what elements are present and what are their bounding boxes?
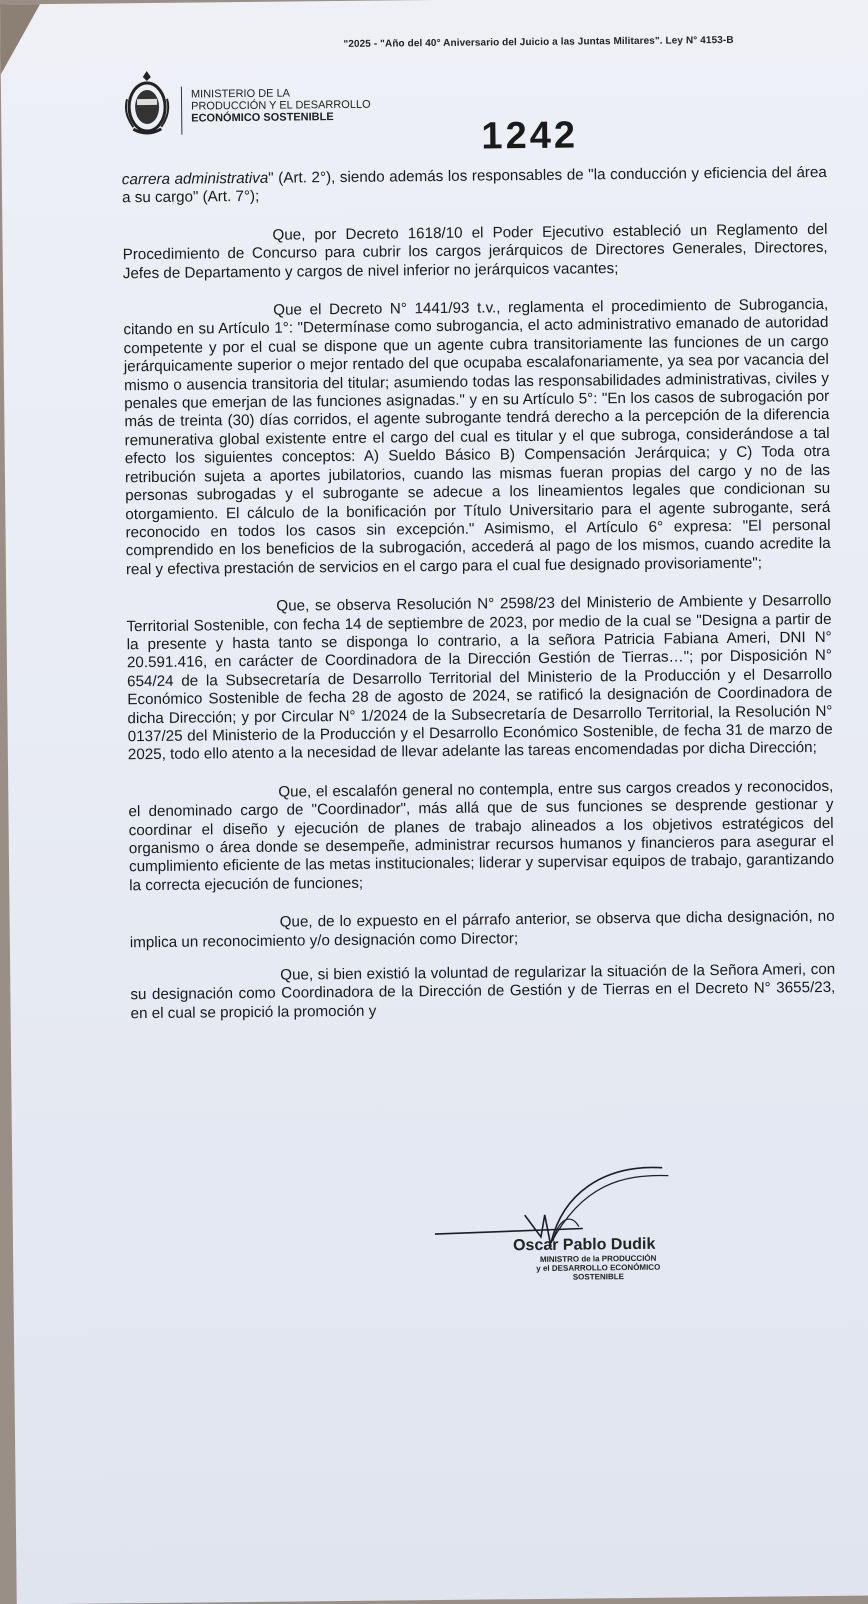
province-coat-of-arms-icon [123, 69, 172, 137]
ministry-name [191, 87, 371, 125]
ministry-line-1: MINISTERIO DE LA [190, 87, 291, 101]
signatory-title-line-2: y el DESARROLLO ECONÓMICO [536, 1262, 661, 1273]
signatory-title-line-1: MINISTRO de la PRODUCCIÓN [539, 1253, 657, 1264]
paragraph-1: Que, por Decreto 1618/10 el Poder Ejecutivo estableció un Reglamento del Procedimiento de Concurso para cubrir los cargos jerárquicos de Directores Generales, Directores, Jefes de Departamento y cargos de nivel inferior no jerárquicos vacantes; [122, 220, 828, 282]
paragraph-0-rest: " (Art. 2°), siendo además los responsables de "la conducción y eficiencia del área a su cargo" (Art. 7°); [121, 163, 827, 207]
document-body [122, 164, 836, 1044]
document-number: 1242 [481, 114, 579, 158]
paragraph-0 [122, 164, 827, 208]
paragraph-6: Que, si bien existió la voluntad de regularizar la situación de la Señora Ameri, con su designación como Coordinadora de la Dirección de Gestión y de Tierras en el Decreto N° 3655/23, en el cual se propició la promoción y [130, 960, 836, 1023]
paragraph-0-italic: carrera administrativa [121, 169, 269, 189]
paragraph-3: Que, se observa Resolución N° 2598/23 del Ministerio de Ambiente y Desarrollo Territorial Sostenible, con fecha 14 de septiembre de 2023, por medio de la cual se "Designa a partir de la presente y hasta tanto se disponga lo contrario, a la señora Patricia Fabiana Ameri, DNI N° 20.591.416, en carácter de Coordinadora de la Dirección Gestión de Tierras…"; por Disposición N° 654/24 de la Subsecretaría de Desarrollo Territorial del Ministerio de la Producción y el Desarrollo Económico Sostenible de fecha 28 de agosto de 2024, se ratificó la designación de Coordinadora de dicha Dirección; y por Circular N° 1/2024 de la Subsecretaría de Desarrollo Territorial, la Resolución N° 0137/25 del Ministerio de la Producción y el Desarrollo Económico Sostenible, de fecha 31 de marzo de 2025, todo ello atento a la necesidad de llevar adelante las tareas encomendadas por dicha Dirección; [126, 591, 833, 764]
signatory-name: Oscar Pablo Dudik [512, 1235, 656, 1255]
ministry-line-2: PRODUCCIÓN Y EL DESARROLLO [191, 98, 371, 113]
paragraph-5: Que, de lo expuesto en el párrafo anterior, se observa que dicha designación, no implica un reconocimiento y/o designación como Director; [129, 908, 835, 951]
paragraph-2: Que el Decreto N° 1441/93 t.v., reglamenta el procedimiento de Subrogancia, citando en su Artículo 1°: "Determínase como subrogancia, el acto administrativo emanado de autoridad competente y por el cual se dispone que un agente cubra transitoriamente las funciones de un cargo jerárquicamente superior o mejor rentado del que ocupaba escalafonariamente, ya sea por vacancia del mismo o ausencia transitoria del titular; asumiendo todas las responsabilidades administrativas, civiles y penales que emerjan de las funciones asignadas." y en su Artículo 5°: "En los casos de subrogación por más de treinta (30) días corridos, el agente subrogante tendrá derecho a la percepción de la diferencia remunerativa global existente entre el cargo del cual es titular y el que subroga, considerándose a tal efecto los siguientes conceptos: A) Sueldo Básico B) Compensación Jerárquica; y C) Toda otra retribución sujeta a aportes jubilatorios, cuando las mismas fueran propias del cargo y no de las personas subrogadas y el subrogante se adecue a los lineamientos legales que condicionan su otorgamiento. El cálculo de la bonificación por Título Universitario para el agente subrogante, será reconocido en todos los casos sin excepción." Asimismo, el Artículo 6° expresa: "El personal comprendido en los beneficios de la subrogación, accederá al pago de los mismos, cuando acredite la real y efectiva prestación de servicios en el cargo para el cual fue designado provisoriamente"; [123, 295, 831, 578]
ministry-line-3: ECONÓMICO SOSTENIBLE [191, 111, 334, 125]
year-legend: "2025 - "Año del 40° Aniversario del Juicio a las Juntas Militares". Ley N° 4153-B [343, 34, 734, 50]
header-divider [181, 87, 183, 135]
signatory-title-line-3: SOSTENIBLE [572, 1272, 624, 1282]
page-corner-shadow [0, 4, 41, 74]
paragraph-4: Que, el escalafón general no contempla, entre sus cargos creados y reconocidos, el denominado cargo de "Coordinador", más allá que de sus funciones se desprende gestionar y coordinar el diseño y ejecución de planes de trabajo alineados a los objetivos estratégicos del organismo o área donde se desempeñe, administrar recursos humanos y financieros para asegurar el cumplimiento eficiente de las metas institucionales; liderar y supervisar equipos de trabajo, garantizando la correcta ejecución de funciones; [128, 777, 835, 895]
signatory-title [518, 1254, 678, 1283]
